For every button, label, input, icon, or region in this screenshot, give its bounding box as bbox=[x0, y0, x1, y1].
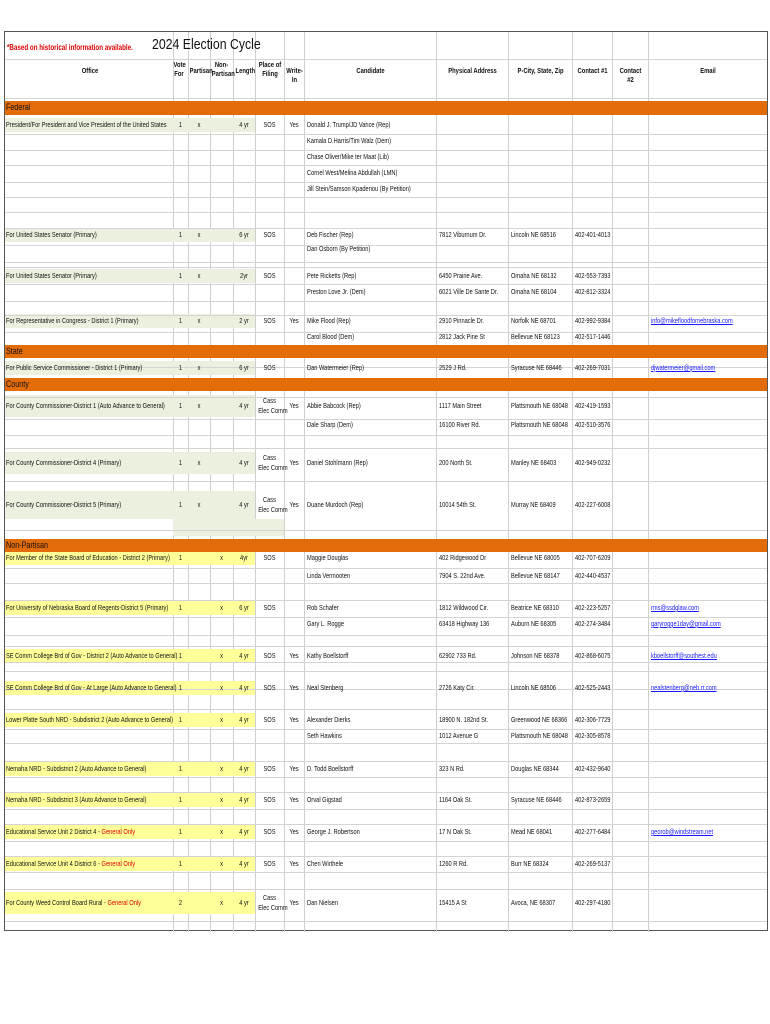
contact-phone: 402-812-3324 bbox=[575, 287, 611, 296]
physical-address: 2726 Katy Cir. bbox=[439, 683, 475, 692]
row-line bbox=[5, 197, 767, 198]
filing-place: SOS bbox=[263, 553, 276, 562]
row-line bbox=[5, 671, 767, 672]
term-length: 4 yr bbox=[239, 859, 249, 868]
row-line bbox=[5, 777, 767, 778]
physical-address: 7812 Viburnum Dr. bbox=[439, 230, 487, 239]
candidate-name: Dan Osborn (By Petition) bbox=[307, 244, 371, 253]
candidate-name: Jill Stein/Samson Kpadenou (By Petition) bbox=[307, 184, 411, 193]
write-in: Yes bbox=[289, 898, 299, 907]
candidate-name: Maggie Douglas bbox=[307, 553, 349, 562]
contact-phone: 402-269-5137 bbox=[575, 859, 611, 868]
city-state-zip: Burr NE 68324 bbox=[511, 859, 549, 868]
partisan-mark: x bbox=[197, 363, 201, 372]
col-write-in: Write-In bbox=[286, 66, 303, 84]
filing-place: Cass bbox=[263, 453, 276, 462]
row-line bbox=[5, 729, 767, 730]
vote-for: 1 bbox=[178, 683, 183, 692]
office-name: For County Commissioner-District 1 (Auto Advance to General) bbox=[6, 401, 165, 410]
col-physical-address: Physical Address bbox=[448, 66, 497, 75]
row-line bbox=[5, 397, 767, 398]
filing-place: Elec Comm bbox=[258, 505, 288, 514]
row-line bbox=[5, 98, 767, 99]
write-in: Yes bbox=[289, 120, 299, 129]
general-only-note: General Only bbox=[101, 827, 136, 836]
grid-line bbox=[508, 32, 509, 932]
contact-phone: 402-510-3576 bbox=[575, 420, 611, 429]
contact-phone: 402-297-4180 bbox=[575, 898, 611, 907]
row-line bbox=[5, 435, 767, 436]
city-state-zip: Plattsmouth NE 68048 bbox=[511, 731, 568, 740]
office-name: SE Comm College Brd of Gov - District 2 (Auto Advance to General) bbox=[6, 651, 178, 660]
city-state-zip: Douglas NE 68344 bbox=[511, 764, 559, 773]
term-length: 2 yr bbox=[239, 316, 249, 325]
candidate-name: Gary L. Rogge bbox=[307, 619, 345, 628]
row-line bbox=[5, 568, 767, 569]
non-partisan-mark: x bbox=[220, 898, 223, 907]
col-office: Office bbox=[81, 66, 99, 75]
partisan-mark: x bbox=[197, 120, 201, 129]
section-label: Non-Partisan bbox=[6, 540, 49, 550]
row-line bbox=[5, 530, 767, 531]
office-name: President/For President and Vice President of the United States bbox=[6, 120, 167, 129]
candidate-name: Donald J. Trump/JD Vance (Rep) bbox=[307, 120, 391, 129]
email-link[interactable]: kboellstorff@southest.edu bbox=[651, 651, 717, 660]
non-partisan-mark: x bbox=[220, 859, 223, 868]
candidate-name: Dan Watermeier (Rep) bbox=[307, 363, 365, 372]
row-line bbox=[5, 228, 767, 229]
write-in: Yes bbox=[289, 316, 299, 325]
general-only-note: General Only bbox=[101, 859, 136, 868]
city-state-zip: Omaha NE 68104 bbox=[511, 287, 557, 296]
physical-address: 323 N Rd. bbox=[439, 764, 465, 773]
row-line bbox=[5, 332, 767, 333]
office-name: Nemaha NRD - Subdistrict 3 (Auto Advance to General) bbox=[6, 795, 147, 804]
contact-phone: 402-440-4537 bbox=[575, 571, 611, 580]
candidate-name: Pete Ricketts (Rep) bbox=[307, 271, 357, 280]
office-name: Educational Service Unit 2 District 4 - General Only bbox=[6, 827, 136, 836]
vote-for: 1 bbox=[178, 827, 183, 836]
row-line bbox=[5, 301, 767, 302]
row-line bbox=[5, 134, 767, 135]
city-state-zip: Greenwood NE 68366 bbox=[511, 715, 568, 724]
section-label: County bbox=[6, 379, 29, 389]
grid-line bbox=[284, 32, 285, 932]
non-partisan-mark: x bbox=[220, 764, 223, 773]
row-line bbox=[5, 872, 767, 873]
section-header-county bbox=[5, 378, 767, 391]
filing-place: SOS bbox=[263, 603, 276, 612]
term-length: 4 yr bbox=[239, 715, 249, 724]
city-state-zip: Bellevue NE 68123 bbox=[511, 332, 560, 341]
candidate-name: Mike Flood (Rep) bbox=[307, 316, 351, 325]
term-length: 4 yr bbox=[239, 795, 249, 804]
row-line bbox=[5, 743, 767, 744]
partisan-mark: x bbox=[197, 271, 201, 280]
email-link[interactable]: info@mikefloodfornebraska.com bbox=[651, 316, 733, 325]
physical-address: 1012 Avenue G bbox=[439, 731, 479, 740]
candidate-name: Cornel West/Melina Abdullah (LMN) bbox=[307, 168, 398, 177]
term-length: 4yr bbox=[240, 553, 248, 562]
row-line bbox=[5, 150, 767, 151]
physical-address: 6450 Prairie Ave. bbox=[439, 271, 483, 280]
city-state-zip: Plattsmouth NE 68048 bbox=[511, 420, 568, 429]
candidate-name: Preston Love Jr. (Dem) bbox=[307, 287, 366, 296]
row-line bbox=[5, 600, 767, 601]
contact-phone: 402-274-3484 bbox=[575, 619, 611, 628]
contact-phone: 402-223-5257 bbox=[575, 603, 611, 612]
contact-phone: 402-419-1593 bbox=[575, 401, 611, 410]
candidate-name: Seth Hawkins bbox=[307, 731, 342, 740]
filing-place: SOS bbox=[263, 316, 276, 325]
candidate-name: D. Todd Boellstorff bbox=[307, 764, 354, 773]
col-length: Length bbox=[235, 66, 256, 75]
col-email: Email bbox=[700, 66, 716, 75]
vote-for: 1 bbox=[178, 401, 183, 410]
row-line bbox=[5, 889, 767, 890]
contact-phone: 402-432-9640 bbox=[575, 764, 611, 773]
contact-phone: 402-277-6484 bbox=[575, 827, 611, 836]
city-state-zip: Plattsmouth NE 68048 bbox=[511, 401, 568, 410]
contact-phone: 402-873-2659 bbox=[575, 795, 611, 804]
non-partisan-mark: x bbox=[220, 827, 223, 836]
general-only-note: General Only bbox=[107, 898, 141, 907]
grid-line bbox=[304, 32, 305, 932]
grid-line bbox=[572, 32, 573, 932]
physical-address: 16100 River Rd. bbox=[439, 420, 481, 429]
candidate-name: Rob Schafer bbox=[307, 603, 339, 612]
contact-phone: 402-305-8578 bbox=[575, 731, 611, 740]
vote-for: 1 bbox=[178, 230, 183, 239]
row-line bbox=[5, 262, 767, 263]
email-link[interactable]: djwatermeier@gmail.com bbox=[651, 363, 716, 372]
vote-for: 1 bbox=[178, 795, 183, 804]
physical-address: 2529 J Rd. bbox=[439, 363, 467, 372]
col-non-partisan: Non-Partisan bbox=[211, 60, 235, 78]
candidate-name: Abbie Babcock (Rep) bbox=[307, 401, 361, 410]
row-line bbox=[5, 165, 767, 166]
write-in: Yes bbox=[289, 458, 299, 467]
term-length: 4 yr bbox=[239, 500, 249, 509]
office-name: For United States Senator (Primary) bbox=[6, 271, 97, 280]
vote-for: 1 bbox=[178, 458, 183, 467]
candidate-name: Carol Blood (Dem) bbox=[307, 332, 355, 341]
candidate-name: Neal Stenberg bbox=[307, 683, 344, 692]
term-length: 4 yr bbox=[239, 401, 249, 410]
physical-address: 63418 Highway 136 bbox=[439, 619, 490, 628]
city-state-zip: Lincoln NE 68506 bbox=[511, 683, 556, 692]
contact-phone: 402-525-2443 bbox=[575, 683, 611, 692]
city-state-zip: Johnson NE 68378 bbox=[511, 651, 560, 660]
partisan-mark: x bbox=[197, 458, 201, 467]
section-label: Federal bbox=[6, 102, 31, 112]
non-partisan-mark: x bbox=[220, 683, 223, 692]
term-length: 6 yr bbox=[239, 363, 249, 372]
page-title: 2024 Election Cycle bbox=[152, 36, 261, 53]
city-state-zip: Beatrice NE 68310 bbox=[511, 603, 559, 612]
candidate-name: Deb Fischer (Rep) bbox=[307, 230, 354, 239]
col-vote-for: Vote For bbox=[173, 60, 186, 78]
physical-address: 200 North St. bbox=[439, 458, 473, 467]
physical-address: 18900 N. 182nd St. bbox=[439, 715, 489, 724]
filing-place: SOS bbox=[263, 795, 276, 804]
row-line bbox=[5, 709, 767, 710]
term-length: 2yr bbox=[240, 271, 248, 280]
office-name: For Public Service Commissioner - District 1 (Primary) bbox=[6, 363, 143, 372]
section-header-state bbox=[5, 345, 767, 358]
row-line bbox=[5, 267, 767, 268]
section-label: State bbox=[6, 346, 23, 356]
office-name: SE Comm College Brd of Gov - At Large (Auto Advance to General) bbox=[6, 683, 177, 692]
row-line bbox=[5, 212, 767, 213]
row-line bbox=[5, 792, 767, 793]
physical-address: 7904 S. 22nd Ave. bbox=[439, 571, 486, 580]
write-in: Yes bbox=[289, 795, 299, 804]
email-link[interactable]: garyrogge1day@gmail.com bbox=[651, 619, 721, 628]
city-state-zip: Auburn NE 68305 bbox=[511, 619, 557, 628]
city-state-zip: Syracuse NE 68446 bbox=[511, 363, 562, 372]
partisan-mark: x bbox=[197, 500, 201, 509]
contact-phone: 402-707-6209 bbox=[575, 553, 611, 562]
col-contact1: Contact #1 bbox=[577, 66, 608, 75]
row-line bbox=[5, 182, 767, 183]
city-state-zip: Norfolk NE 68701 bbox=[511, 316, 556, 325]
term-length: 4 yr bbox=[239, 764, 249, 773]
vote-for: 1 bbox=[178, 859, 183, 868]
col-city-state-zip: P-City, State, Zip bbox=[517, 66, 564, 75]
row-line bbox=[5, 448, 767, 449]
vote-for: 1 bbox=[178, 651, 183, 660]
office-name: For Representative in Congress - District 1 (Primary) bbox=[6, 316, 139, 325]
city-state-zip: Bellevue NE 68005 bbox=[511, 553, 560, 562]
write-in: Yes bbox=[289, 715, 299, 724]
office-name: Lower Platte South NRD - Subdistrict 2 (Auto Advance to General) bbox=[6, 715, 174, 724]
non-partisan-mark: x bbox=[220, 603, 223, 612]
physical-address: 1117 Main Street bbox=[439, 401, 482, 410]
physical-address: 2910 Pinnacle Dr. bbox=[439, 316, 484, 325]
historical-note: *Based on historical information available. bbox=[7, 43, 133, 52]
office-name: For Member of the State Board of Education - District 2 (Primary) bbox=[6, 553, 170, 562]
filing-place: SOS bbox=[263, 363, 276, 372]
vote-for: 1 bbox=[178, 603, 183, 612]
candidate-name: Linda Vermooten bbox=[307, 571, 351, 580]
row-line bbox=[5, 617, 767, 618]
city-state-zip: Bellevue NE 68147 bbox=[511, 571, 560, 580]
grid-line bbox=[648, 32, 649, 932]
vote-for: 2 bbox=[178, 898, 183, 907]
filing-place: SOS bbox=[263, 859, 276, 868]
spreadsheet bbox=[4, 31, 768, 931]
row-line bbox=[5, 809, 767, 810]
filing-place: SOS bbox=[263, 715, 276, 724]
vote-for: 1 bbox=[178, 271, 183, 280]
candidate-name: Alexander Dierks bbox=[307, 715, 351, 724]
write-in: Yes bbox=[289, 401, 299, 410]
city-state-zip: Murray NE 68409 bbox=[511, 500, 556, 509]
term-length: 6 yr bbox=[239, 603, 249, 612]
term-length: 4 yr bbox=[239, 683, 249, 692]
filing-place: Elec Comm bbox=[258, 406, 288, 415]
write-in: Yes bbox=[289, 764, 299, 773]
vote-for: 1 bbox=[178, 553, 183, 562]
row-line bbox=[5, 646, 767, 647]
office-name: For University of Nebraska Board of Regents-District 5 (Primary) bbox=[6, 603, 169, 612]
filing-place: SOS bbox=[263, 683, 276, 692]
office-name: For United States Senator (Primary) bbox=[6, 230, 97, 239]
vote-for: 1 bbox=[178, 764, 183, 773]
office-name: For County Commissioner-District 4 (Primary) bbox=[6, 458, 122, 467]
office-name: Educational Service Unit 4 District 6 - General Only bbox=[6, 859, 136, 868]
contact-phone: 402-227-6008 bbox=[575, 500, 611, 509]
row-line bbox=[5, 59, 767, 60]
col-place-of-filing: Place of Filing bbox=[258, 60, 282, 78]
vote-for: 1 bbox=[178, 363, 183, 372]
contact-phone: 402-269-7031 bbox=[575, 363, 611, 372]
contact-phone: 402-553-7393 bbox=[575, 271, 611, 280]
office-name: For County Weed Control Board Rural - General Only bbox=[6, 898, 141, 907]
physical-address: 1260 R Rd. bbox=[439, 859, 468, 868]
candidate-name: Daniel Stohlmann (Rep) bbox=[307, 458, 368, 467]
physical-address: 1164 Oak St. bbox=[439, 795, 472, 804]
candidate-name: Kamala D.Harris/Tim Walz (Dem) bbox=[307, 136, 392, 145]
contact-phone: 402-517-1446 bbox=[575, 332, 611, 341]
non-partisan-mark: x bbox=[220, 715, 223, 724]
section-header-federal bbox=[5, 101, 767, 115]
filing-place: Elec Comm bbox=[258, 903, 288, 912]
email-link[interactable]: nealstenberg@neb.rr.com bbox=[651, 683, 717, 692]
physical-address: 62902 733 Rd. bbox=[439, 651, 477, 660]
vote-for: 1 bbox=[178, 500, 183, 509]
write-in: Yes bbox=[289, 683, 299, 692]
contact-phone: 402-992-9384 bbox=[575, 316, 611, 325]
candidate-name: Cheri Wirthele bbox=[307, 859, 344, 868]
contact-phone: 402-401-4013 bbox=[575, 230, 611, 239]
filing-place: SOS bbox=[263, 271, 276, 280]
section-header-non_partisan bbox=[5, 539, 767, 552]
city-state-zip: Lincoln NE 68516 bbox=[511, 230, 556, 239]
candidate-name: Kathy Boellstorff bbox=[307, 651, 349, 660]
city-state-zip: Omaha NE 68132 bbox=[511, 271, 557, 280]
physical-address: 2812 Jack Pine St bbox=[439, 332, 485, 341]
row-line bbox=[5, 481, 767, 482]
candidate-name: Duane Murdoch (Rep) bbox=[307, 500, 364, 509]
term-length: 4 yr bbox=[239, 898, 249, 907]
filing-place: SOS bbox=[263, 120, 276, 129]
vote-for: 1 bbox=[178, 120, 183, 129]
city-state-zip: Avoca, NE 68307 bbox=[511, 898, 556, 907]
email-link[interactable]: rms@ssdglaw.com bbox=[651, 603, 699, 612]
col-candidate: Candidate bbox=[356, 66, 385, 75]
filing-place: Cass bbox=[263, 396, 276, 405]
physical-address: 1812 Wildwood Cir. bbox=[439, 603, 489, 612]
term-length: 6 yr bbox=[239, 230, 249, 239]
office-band bbox=[173, 519, 284, 536]
non-partisan-mark: x bbox=[220, 651, 223, 660]
physical-address: 402 Ridgewood Dr bbox=[439, 553, 487, 562]
candidate-name: Dale Sharp (Dem) bbox=[307, 420, 353, 429]
non-partisan-mark: x bbox=[220, 795, 223, 804]
email-link[interactable]: georob@windstream.net bbox=[651, 827, 714, 836]
write-in: Yes bbox=[289, 827, 299, 836]
candidate-name: Orval Gigstad bbox=[307, 795, 342, 804]
term-length: 4 yr bbox=[239, 827, 249, 836]
contact-phone: 402-949-0232 bbox=[575, 458, 611, 467]
candidate-name: Chase Oliver/Mike ter Maat (Lib) bbox=[307, 152, 389, 161]
term-length: 4 yr bbox=[239, 458, 249, 467]
physical-address: 17 N Oak St. bbox=[439, 827, 472, 836]
term-length: 4 yr bbox=[239, 651, 249, 660]
row-line bbox=[5, 245, 767, 246]
non-partisan-mark: x bbox=[220, 553, 223, 562]
contact-phone: 402-868-6075 bbox=[575, 651, 611, 660]
filing-place: Elec Comm bbox=[258, 463, 288, 472]
filing-place: Cass bbox=[263, 495, 276, 504]
contact-phone: 402-306-7729 bbox=[575, 715, 611, 724]
filing-place: SOS bbox=[263, 230, 276, 239]
write-in: Yes bbox=[289, 500, 299, 509]
filing-place: SOS bbox=[263, 651, 276, 660]
office-name: For County Commissioner-District 5 (Primary) bbox=[6, 500, 122, 509]
row-line bbox=[5, 583, 767, 584]
vote-for: 1 bbox=[178, 715, 183, 724]
row-line bbox=[5, 921, 767, 922]
city-state-zip: Syracuse NE 68446 bbox=[511, 795, 562, 804]
partisan-mark: x bbox=[197, 230, 201, 239]
row-line bbox=[5, 824, 767, 825]
row-line bbox=[5, 662, 767, 663]
physical-address: 6021 Ville De Sante Dr. bbox=[439, 287, 499, 296]
grid-line bbox=[255, 32, 256, 932]
filing-place: Cass bbox=[263, 893, 276, 902]
office-name: Nemaha NRD - Subdistrict 2 (Auto Advance to General) bbox=[6, 764, 147, 773]
row-line bbox=[5, 856, 767, 857]
row-line bbox=[5, 635, 767, 636]
grid-line bbox=[436, 32, 437, 932]
city-state-zip: Mead NE 68041 bbox=[511, 827, 553, 836]
physical-address: 10014 54th St. bbox=[439, 500, 477, 509]
row-line bbox=[5, 284, 767, 285]
filing-place: SOS bbox=[263, 764, 276, 773]
row-line bbox=[5, 841, 767, 842]
row-line bbox=[5, 761, 767, 762]
partisan-mark: x bbox=[197, 316, 201, 325]
grid-line bbox=[612, 32, 613, 932]
write-in: Yes bbox=[289, 859, 299, 868]
candidate-name: George J. Robertson bbox=[307, 827, 360, 836]
col-contact2: Contact #2 bbox=[619, 66, 642, 84]
col-partisan: Partisan bbox=[189, 66, 213, 75]
term-length: 4 yr bbox=[239, 120, 249, 129]
row-line bbox=[5, 419, 767, 420]
write-in: Yes bbox=[289, 651, 299, 660]
partisan-mark: x bbox=[197, 401, 201, 410]
candidate-name: Dan Nielsen bbox=[307, 898, 339, 907]
vote-for: 1 bbox=[178, 316, 183, 325]
filing-place: SOS bbox=[263, 827, 276, 836]
physical-address: 15415 A St bbox=[439, 898, 467, 907]
city-state-zip: Manley NE 68403 bbox=[511, 458, 557, 467]
